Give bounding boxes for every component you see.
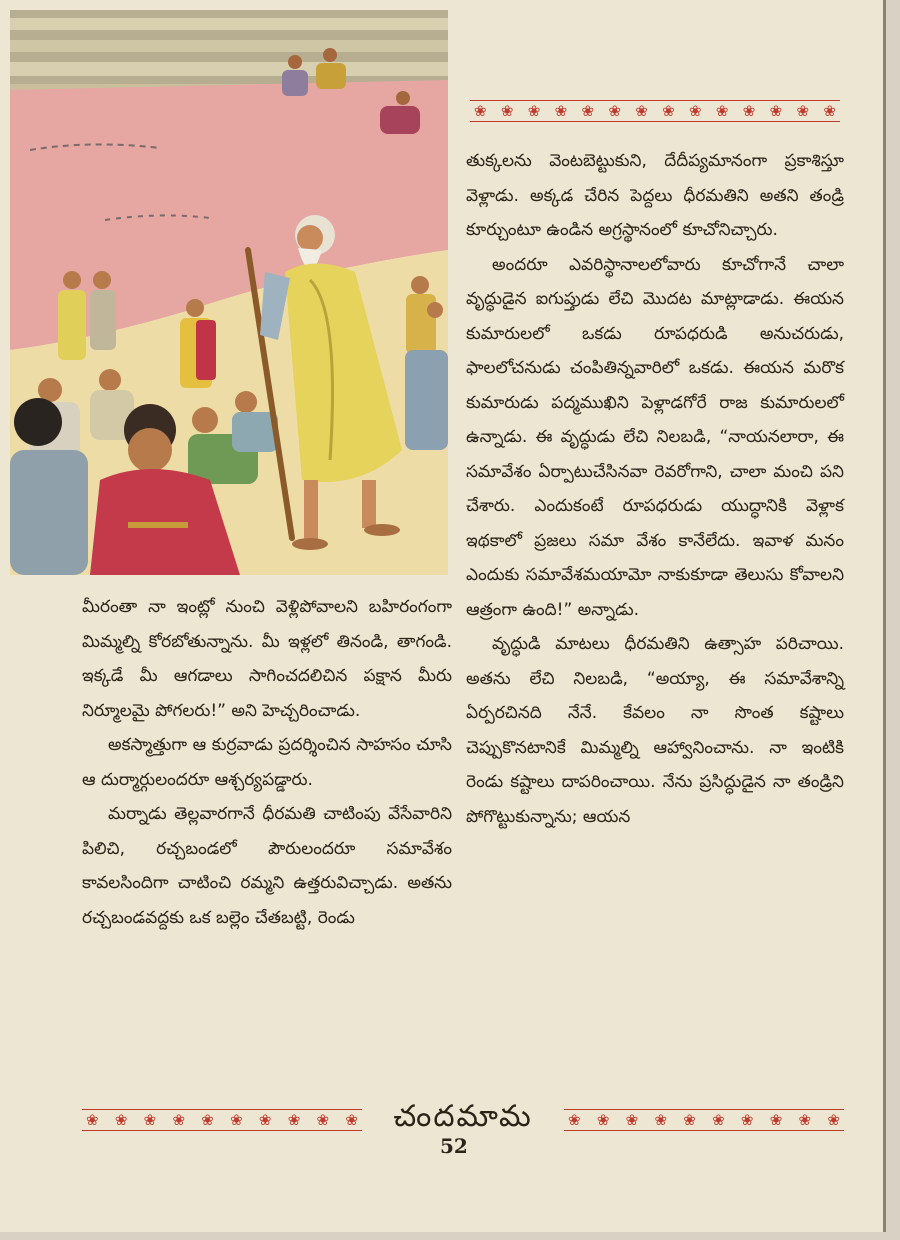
ornament-glyph: ❀ xyxy=(662,102,675,120)
ornament-glyph: ❀ xyxy=(625,1111,639,1129)
ornament-glyph: ❀ xyxy=(316,1111,330,1129)
right-text-block xyxy=(466,144,844,834)
ornament-glyph: ❀ xyxy=(201,1111,214,1129)
ornament-glyph: ❀ xyxy=(596,1111,610,1129)
ornament-glyph: ❀ xyxy=(823,102,836,120)
left-column xyxy=(82,590,452,935)
ornament-glyph: ❀ xyxy=(769,1111,783,1129)
ornament-glyph: ❀ xyxy=(500,102,514,120)
ornament-glyph: ❀ xyxy=(345,1111,358,1129)
footer-ornament-right xyxy=(564,1109,844,1131)
ornament-glyph: ❀ xyxy=(683,1111,696,1129)
story-paragraph: మీరంతా నా ఇంట్లో నుంచి వెళ్లిపోవాలని బహిరంగంగా మిమ్మల్ని కోరబోతున్నాను. మీ ఇళ్లలో తినండి, తాగండి. ఇక్కడే మీ ఆగడాలు సాగించదలిచిన పక్షాన మీరు నిర్మూలమై పోగలరు!” అని హెచ్చరించాడు. xyxy=(82,597,452,721)
page-number: 52 xyxy=(440,1134,468,1158)
ornament-glyph: ❀ xyxy=(143,1111,157,1129)
ornament-glyph: ❀ xyxy=(827,1111,840,1129)
story-paragraph: అకస్మాత్తుగా ఆ కుర్రవాడు ప్రదర్శించిన సాహసం చూసి ఆ దుర్మార్గులందరూ ఆశ్చర్యపడ్డారు. xyxy=(82,735,452,790)
ornament-glyph: ❀ xyxy=(798,1111,812,1129)
right-column xyxy=(466,100,844,834)
ornament-glyph: ❀ xyxy=(654,1111,668,1129)
ornament-glyph: ❀ xyxy=(608,102,621,120)
illustration-svg xyxy=(10,10,448,575)
ornament-glyph: ❀ xyxy=(287,1111,301,1129)
header-ornament-border xyxy=(470,100,840,122)
story-paragraph: అందరూ ఎవరిస్థానాలలోవారు కూచోగానే చాలా వృద్ధుడైన ఐగుప్తుడు లేచి మొదట మాట్లాడాడు. ఈయన కుమారులలో ఒకడు రూపధరుడి అనుచరుడు, ఫాలలోచనుడు చంపితిన్నవారిలో ఒకడు. ఈయన మరొక కుమారుడు పద్మముఖిని పెళ్లాడగోరే రాజ కుమారులలో ఉన్నాడు. ఈ వృద్ధుడు లేచి నిలబడి, “నాయనలారా, ఈ సమావేశం ఏర్పాటుచేసినవా రెవరోగాని, చాలా మంచి పని చేశారు. ఎందుకంటే రూపధరుడు యుద్ధానికి వెళ్లాక ఇథకాలో ప్రజలు సమా వేశం కానేలేదు. ఇవాళ మనం ఎందుకు సమావేశమయామో నాకుకూడా తెలుసు కోవాలని ఆత్రంగా ఉంది!” అన్నాడు. xyxy=(466,254,844,620)
ornament-glyph: ❀ xyxy=(172,1111,186,1129)
ornament-glyph: ❀ xyxy=(689,102,702,120)
ornament-glyph: ❀ xyxy=(230,1111,243,1129)
ornament-glyph: ❀ xyxy=(554,102,568,120)
magazine-title: చందమామ xyxy=(393,1099,533,1134)
story-paragraph: వృద్ధుడి మాటలు ధీరమతిని ఉత్సాహ పరిచాయి. అతను లేచి నిలబడి, “అయ్యా, ఈ సమావేశాన్ని ఏర్పరచినది నేనే. కేవలం నా సొంత కష్టాలు చెప్పుకొనటానికే మిమ్మల్ని ఆహ్వానించాను. నా ఇంటికి రెండు కష్టాలు దాపరించాయి. నేను ప్రసిద్ధుడైన నా తండ్రిని పోగొట్టుకున్నాను; ఆయన xyxy=(466,634,844,827)
story-paragraph: తుక్కలను వెంటబెట్టుకుని, దేదీప్యమానంగా ప్రకాశిస్తూ వెళ్లాడు. అక్కడ చేరిన పెద్దలు ధీరమతిని అతని తండ్రి కూర్చుంటూ ఉండిన అగ్రస్థానంలో కూచోనిచ్చారు. xyxy=(466,151,844,240)
ornament-glyph: ❀ xyxy=(581,102,595,120)
ornament-glyph: ❀ xyxy=(742,102,756,120)
ornament-glyph: ❀ xyxy=(86,1111,99,1129)
ornament-glyph: ❀ xyxy=(527,102,541,120)
ornament-glyph: ❀ xyxy=(474,102,487,120)
ornament-glyph: ❀ xyxy=(796,102,810,120)
left-text-block xyxy=(82,590,452,935)
ornament-glyph: ❀ xyxy=(635,102,648,120)
story-paragraph: మర్నాడు తెల్లవారగానే ధీరమతి చాటింపు వేసేవారిని పిలిచి, రచ్చబండలో పౌరులందరూ సమావేశం కావలసిందిగా చాటించి రమ్మని ఉత్తరువిచ్చాడు. అతను రచ్చబండవద్దకు ఒక బల్లెం చేతబట్టి, రెండు xyxy=(82,804,452,928)
footer-ornament-left xyxy=(82,1109,362,1131)
story-illustration xyxy=(10,10,448,575)
ornament-glyph: ❀ xyxy=(712,1111,725,1129)
ornament-glyph: ❀ xyxy=(715,102,729,120)
ornament-glyph: ❀ xyxy=(568,1111,581,1129)
ornament-glyph: ❀ xyxy=(114,1111,128,1129)
ornament-glyph: ❀ xyxy=(258,1111,272,1129)
ornament-glyph: ❀ xyxy=(740,1111,754,1129)
ornament-glyph: ❀ xyxy=(769,102,783,120)
